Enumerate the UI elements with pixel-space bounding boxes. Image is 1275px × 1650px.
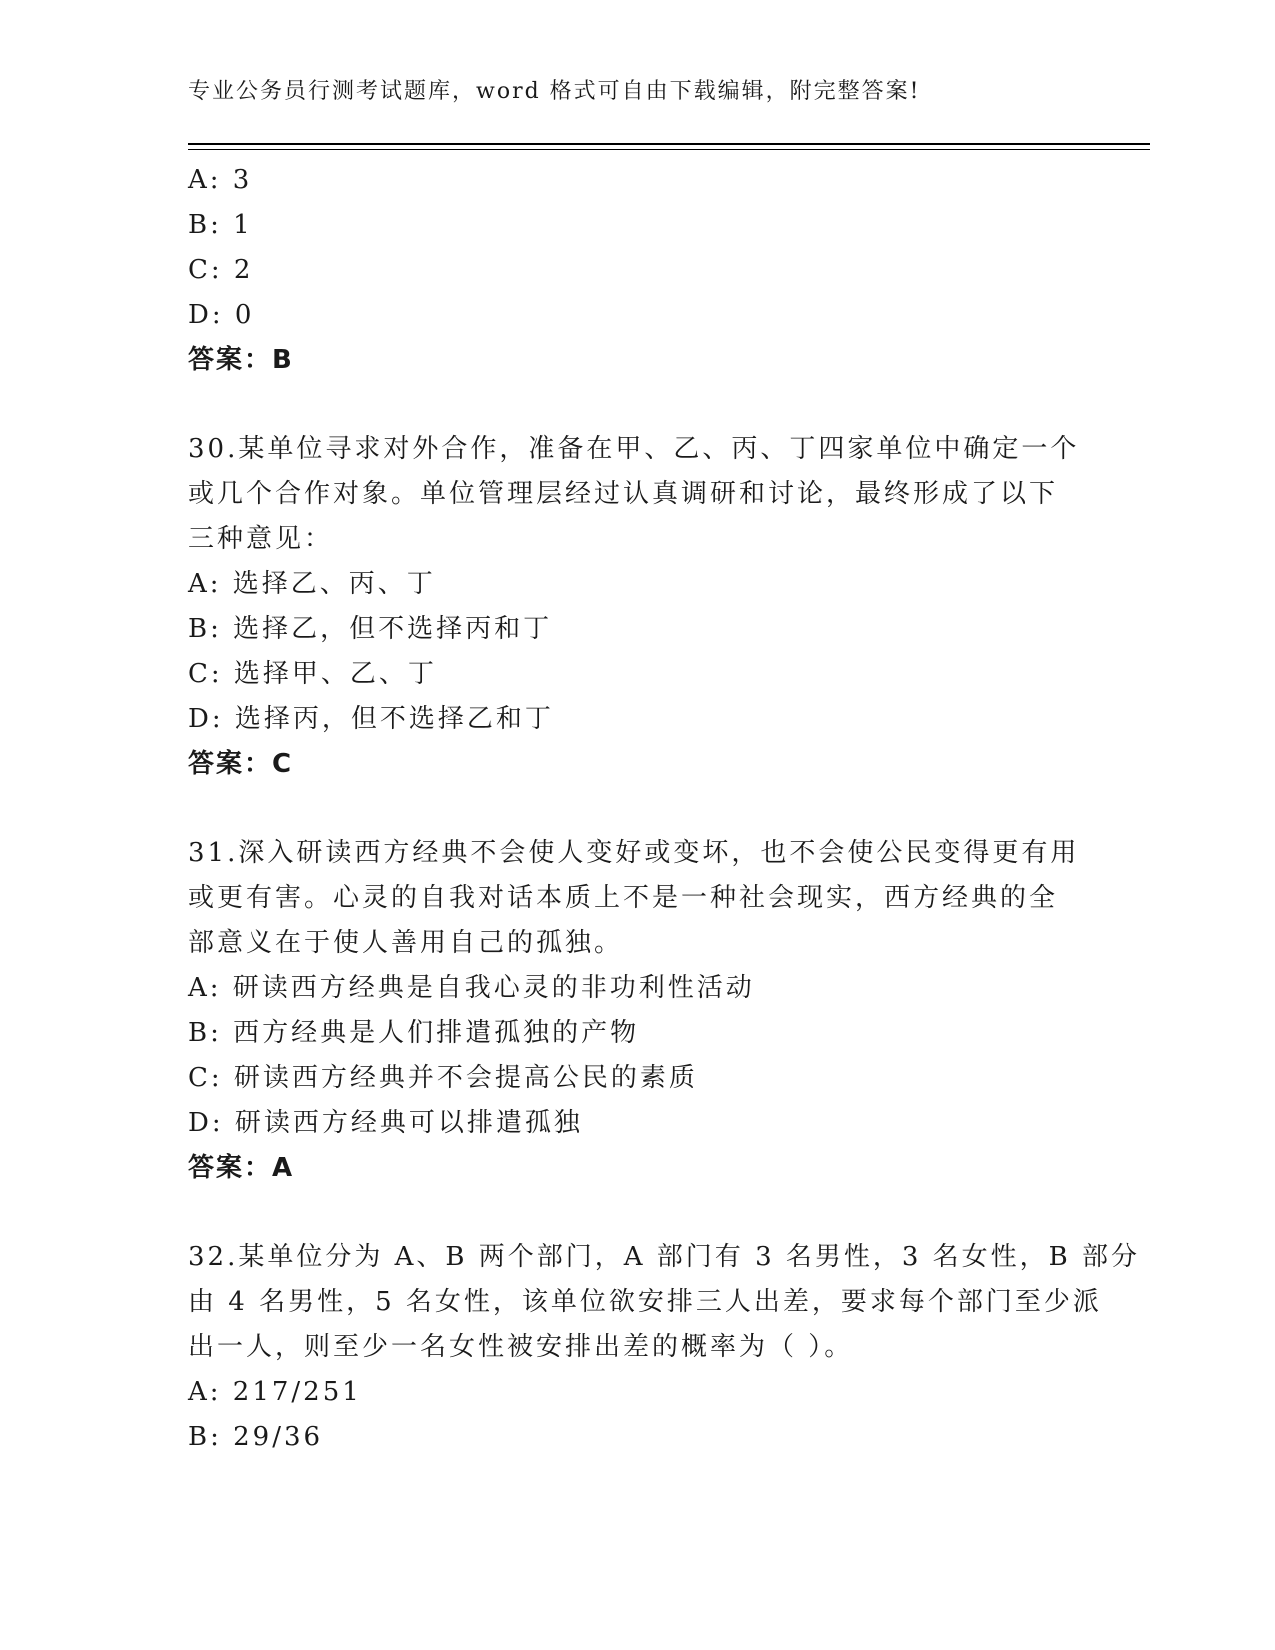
question-stem-line: 出一人，则至少一名女性被安排出差的概率为（ ）。	[188, 1332, 854, 1362]
question-30	[188, 427, 1088, 787]
question-stem-line: 30.某单位寻求对外合作，准备在甲、乙、丙、丁四家单位中确定一个	[188, 434, 1080, 464]
option-d: D: 研读西方经典可以排遣孤独	[188, 1108, 583, 1138]
answer: 答案：B	[188, 345, 294, 375]
option-a: A: 选择乙、丙、丁	[188, 569, 436, 599]
option-b: B: 1	[188, 210, 253, 240]
option-b: B: 29/36	[188, 1422, 324, 1452]
answer: 答案：C	[188, 749, 294, 779]
page-header: 专业公务员行测考试题库，word 格式可自由下载编辑，附完整答案!	[188, 79, 921, 104]
header-divider	[188, 143, 1150, 150]
document-body	[188, 158, 1141, 1460]
option-d: D: 选择丙，但不选择乙和丁	[188, 704, 554, 734]
question-31	[188, 831, 1088, 1191]
option-b: B: 西方经典是人们排遣孤独的产物	[188, 1018, 640, 1048]
answer: 答案：A	[188, 1153, 295, 1183]
option-a: A: 3	[188, 165, 253, 195]
question-stem-line: 32.某单位分为 A、B 两个部门，A 部门有 3 名男性，3 名女性，B 部分	[188, 1242, 1141, 1272]
question-stem-line: 或更有害。心灵的自我对话本质上不是一种社会现实，西方经典的全	[188, 883, 1059, 913]
option-c: C: 2	[188, 255, 254, 285]
question-stem-line: 由 4 名男性，5 名女性，该单位欲安排三人出差，要求每个部门至少派	[188, 1287, 1102, 1317]
option-a: A: 研读西方经典是自我心灵的非功利性活动	[188, 973, 755, 1003]
question-stem-line: 或几个合作对象。单位管理层经过认真调研和讨论，最终形成了以下	[188, 479, 1059, 509]
question-29	[188, 158, 1088, 383]
question-stem-line: 三种意见：	[188, 524, 334, 554]
question-stem-line: 31.深入研读西方经典不会使人变好或变坏，也不会使公民变得更有用	[188, 838, 1080, 868]
option-c: C: 研读西方经典并不会提高公民的素质	[188, 1063, 698, 1093]
question-stem-line: 部意义在于使人善用自己的孤独。	[188, 928, 624, 958]
option-a: A: 217/251	[188, 1377, 362, 1407]
option-d: D: 0	[188, 300, 255, 330]
option-b: B: 选择乙，但不选择丙和丁	[188, 614, 553, 644]
option-c: C: 选择甲、乙、丁	[188, 659, 437, 689]
question-32	[188, 1235, 1141, 1460]
